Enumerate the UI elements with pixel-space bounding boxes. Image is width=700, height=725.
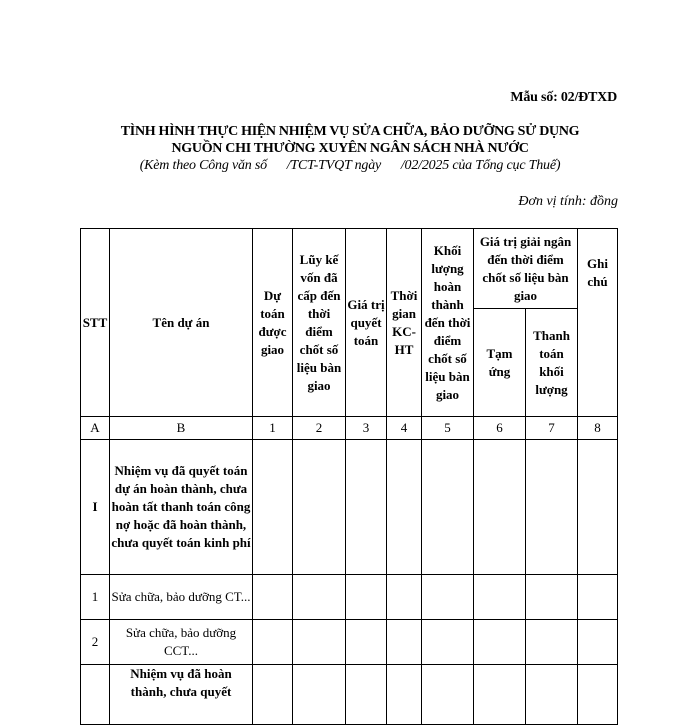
column-label-3: 3 bbox=[346, 417, 387, 440]
table-row bbox=[81, 620, 618, 665]
row-stt: 1 bbox=[81, 575, 110, 620]
header-note: Ghi chú bbox=[578, 229, 618, 417]
row-project-name: Sửa chữa, bảo dưỡng CCT... bbox=[110, 620, 253, 665]
header-advance: Tạm ứng bbox=[474, 309, 526, 417]
header-cumulative-capital: Lũy kế vốn đã cấp đến thời điểm chốt số liệu bàn giao bbox=[293, 229, 346, 417]
table-row bbox=[81, 575, 618, 620]
header-construction-period: Thời gian KC-HT bbox=[387, 229, 422, 417]
row-stt: 2 bbox=[81, 620, 110, 665]
form-number: Mẫu số: 02/ĐTXD bbox=[510, 90, 617, 105]
row-project-name: Sửa chữa, bảo dưỡng CT... bbox=[110, 575, 253, 620]
column-label-a: A bbox=[81, 417, 110, 440]
header-project-name: Tên dự án bbox=[110, 229, 253, 417]
report-title-line-1: TÌNH HÌNH THỰC HIỆN NHIỆM VỤ SỬA CHỮA, BẢO DƯỠNG SỬ DỤNG bbox=[120, 124, 580, 139]
column-label-8: 8 bbox=[578, 417, 618, 440]
column-label-4: 4 bbox=[387, 417, 422, 440]
column-label-7: 7 bbox=[526, 417, 578, 440]
column-label-2: 2 bbox=[293, 417, 346, 440]
report-title-line-2: NGUỒN CHI THƯỜNG XUYÊN NGÂN SÁCH NHÀ NƯỚC bbox=[171, 141, 529, 156]
table-row bbox=[81, 665, 618, 725]
report-table bbox=[80, 228, 618, 725]
header-stt: STT bbox=[81, 229, 110, 417]
header-estimate: Dự toán được giao bbox=[253, 229, 293, 417]
header-volume-payment: Thanh toán khối lượng bbox=[526, 309, 578, 417]
row-stt bbox=[81, 665, 110, 725]
column-label-1: 1 bbox=[253, 417, 293, 440]
header-settlement-value: Giá trị quyết toán bbox=[346, 229, 387, 417]
header-disbursed-value: Giá trị giải ngân đến thời điểm chốt số liệu bàn giao bbox=[474, 229, 578, 309]
header-completed-volume: Khối lượng hoàn thành đến thời điểm chốt số liệu bàn giao bbox=[422, 229, 474, 417]
row-project-name: Nhiệm vụ đã quyết toán dự án hoàn thành, chưa hoàn tất thanh toán công nợ hoặc đã hoàn thành, chưa quyết toán kinh phí bbox=[110, 440, 253, 575]
row-project-name: Nhiệm vụ đã hoàn thành, chưa quyết bbox=[110, 665, 253, 725]
row-stt: I bbox=[81, 440, 110, 575]
unit-label: Đơn vị tính: đồng bbox=[518, 194, 618, 209]
table-row bbox=[81, 440, 618, 575]
column-label-b: B bbox=[110, 417, 253, 440]
column-label-6: 6 bbox=[474, 417, 526, 440]
report-subtitle: (Kèm theo Công văn số /TCT-TVQT ngày /02/2025 của Tổng cục Thuế) bbox=[139, 158, 561, 173]
column-label-5: 5 bbox=[422, 417, 474, 440]
